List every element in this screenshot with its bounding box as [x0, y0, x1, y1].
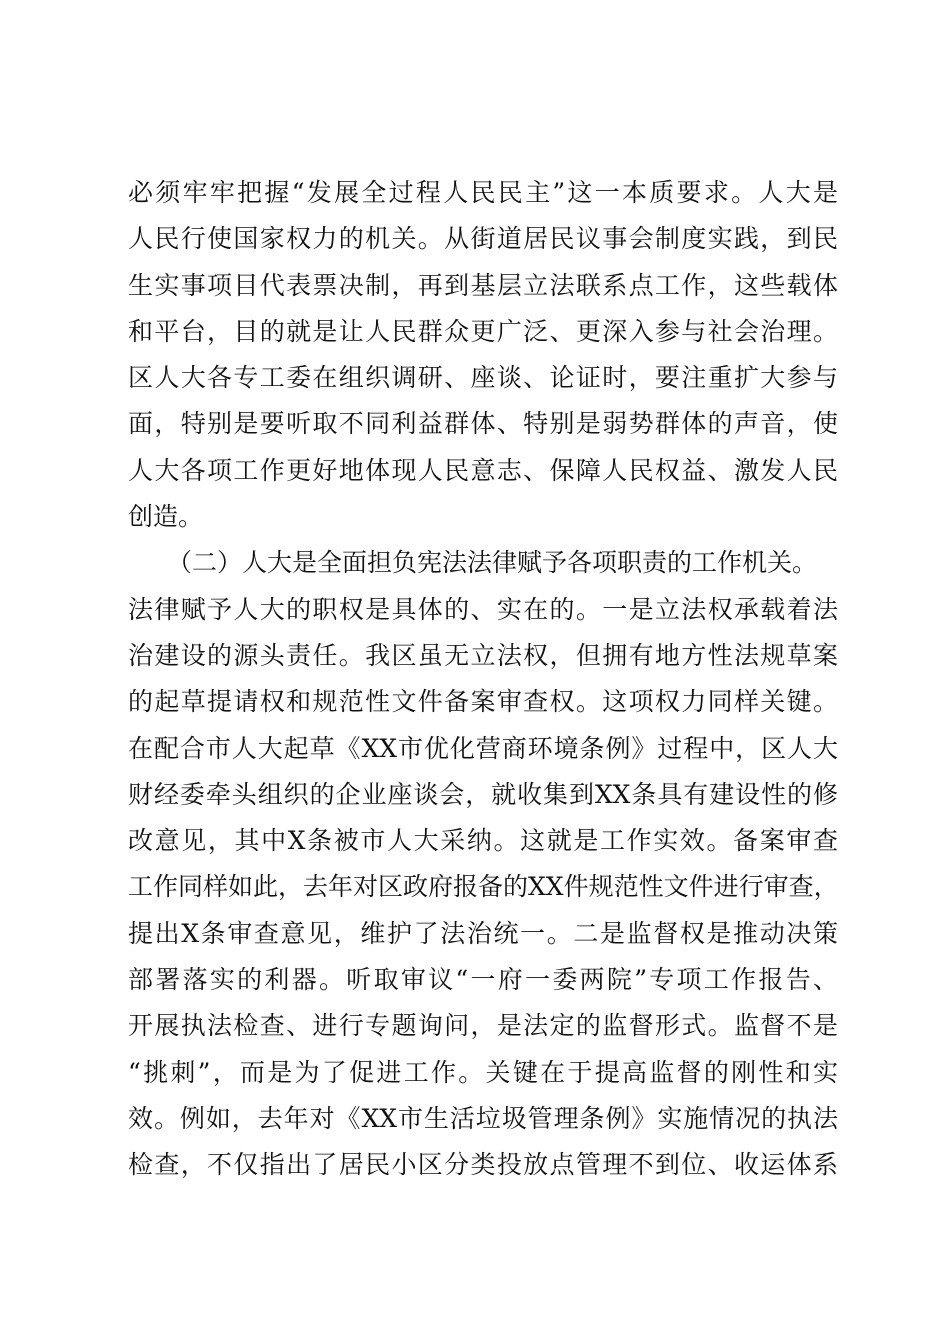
text-line: 创造。	[128, 502, 204, 532]
text-line: 改意见，其中X条被市人大采纳。这就是工作实效。备案审查	[128, 826, 838, 856]
text-line: 治建设的源头责任。我区虽无立法权，但拥有地方性法规草案	[128, 640, 838, 670]
text-line: 人大各项工作更好地体现人民意志、保障人民权益、激发人民	[128, 455, 838, 485]
text-line: 财经委牵头组织的企业座谈会，就收集到XX条具有建设性的修	[128, 779, 838, 809]
text-line: 提出X条审查意见，维护了法治统一。二是监督权是推动决策	[128, 918, 838, 948]
text-line: 法律赋予人大的职权是具体的、实在的。一是立法权承载着法	[128, 594, 838, 624]
text-line: 的起草提请权和规范性文件备案审查权。这项权力同样关键。	[128, 687, 838, 717]
text-line: 部署落实的利器。听取审议“一府一委两院”专项工作报告、	[128, 965, 838, 995]
text-line: 必须牢牢把握“发展全过程人民民主”这一本质要求。人大是	[128, 178, 838, 207]
text-line: 人民行使国家权力的机关。从街道居民议事会制度实践，到民	[128, 224, 838, 254]
text-line: 效。例如，去年对《XX市生活垃圾管理条例》实施情况的执法	[128, 1103, 838, 1133]
body-text	[128, 170, 838, 1189]
text-line: 和平台，目的就是让人民群众更广泛、更深入参与社会治理。	[128, 316, 838, 346]
section-heading: （二）人大是全面担负宪法法律赋予各项职责的工作机关。	[167, 548, 818, 578]
text-line: 生实事项目代表票决制，再到基层立法联系点工作，这些载体	[128, 270, 838, 300]
text-line: 检查，不仅指出了居民小区分类投放点管理不到位、收运体系	[128, 1150, 838, 1180]
text-line: 区人大各专工委在组织调研、座谈、论证时，要注重扩大参与	[128, 363, 838, 393]
text-line: 工作同样如此，去年对区政府报备的XX件规范性文件进行审查，	[128, 872, 839, 902]
text-line: 开展执法检查、进行专题询问，是法定的监督形式。监督不是	[128, 1011, 838, 1041]
text-line: “挑刺”，而是为了促进工作。关键在于提高监督的刚性和实	[128, 1057, 838, 1087]
text-line: 在配合市人大起草《XX市优化营商环境条例》过程中，区人大	[128, 733, 838, 763]
text-line: 面，特别是要听取不同利益群体、特别是弱势群体的声音，使	[128, 409, 838, 439]
